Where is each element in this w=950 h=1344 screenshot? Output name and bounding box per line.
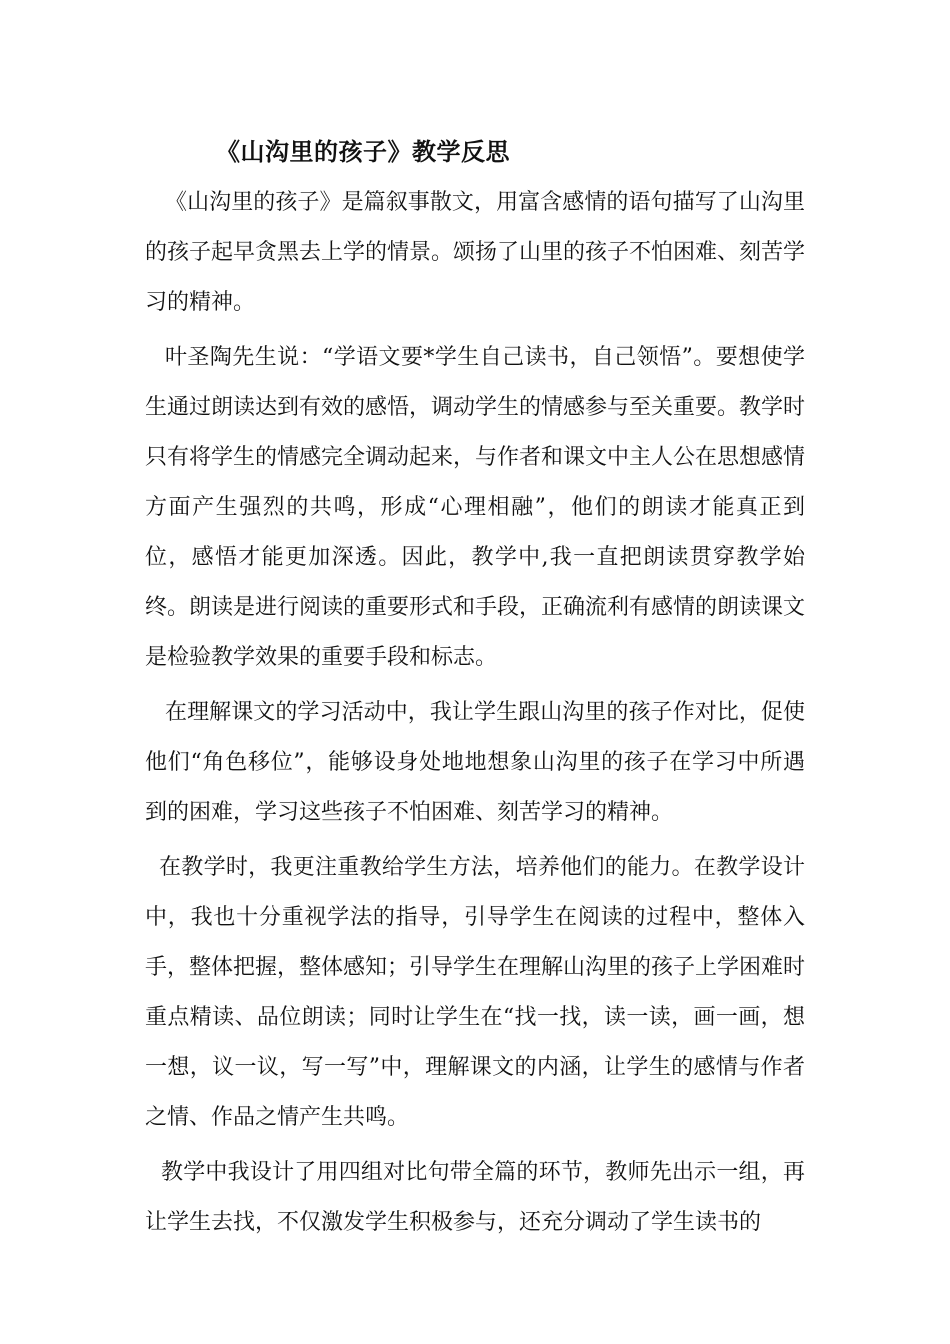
paragraph-methods: 在教学时，我更注重教给学生方法，培养他们的能力。在教学设计中，我也十分重视学法的指导，引导学生在阅读的过程中，整体入手，整体把握，整体感知；引导学生在理解山沟里的孩子上学困难时重点精读、品位朗读；同时让学生在“找一找，读一读，画一画，想一想，议一议，写一写”中，理解课文的内涵，让学生的感情与作者之情、作品之情产生共鸣。 <box>145 855 806 1130</box>
paragraph-comparison: 在理解课文的学习活动中，我让学生跟山沟里的孩子作对比，促使他们“角色移位”，能够设身处地地想象山沟里的孩子在学习中所遇到的困难，学习这些孩子不怕困难、刻苦学习的精神。 <box>145 700 805 825</box>
document-body <box>145 178 805 1253</box>
paragraph-design: 教学中我设计了用四组对比句带全篇的环节，教师先出示一组，再让学生去找，不仅激发学生积极参与，还充分调动了学生读书的 <box>145 1160 805 1235</box>
paragraph-intro: 《山沟里的孩子》是篇叙事散文，用富含感情的语句描写了山沟里的孩子起早贪黑去上学的情景。颂扬了山里的孩子不怕困难、刻苦学习的精神。 <box>145 190 806 315</box>
document-title: 《山沟里的孩子》教学反思 <box>216 137 510 166</box>
paragraph-reading: 叶圣陶先生说：“学语文要*学生自己读书，自己领悟”。要想使学生通过朗读达到有效的感悟，调动学生的情感参与至关重要。教学时只有将学生的情感完全调动起来，与作者和课文中主人公在思想感情方面产生强烈的共鸣，形成“心理相融”，他们的朗读才能真正到位，感悟才能更加深透。因此，教学中,我一直把朗读贯穿教学始终。朗读是进行阅读的重要形式和手段，正确流利有感情的朗读课文是检验教学效果的重要手段和标志。 <box>145 345 806 670</box>
